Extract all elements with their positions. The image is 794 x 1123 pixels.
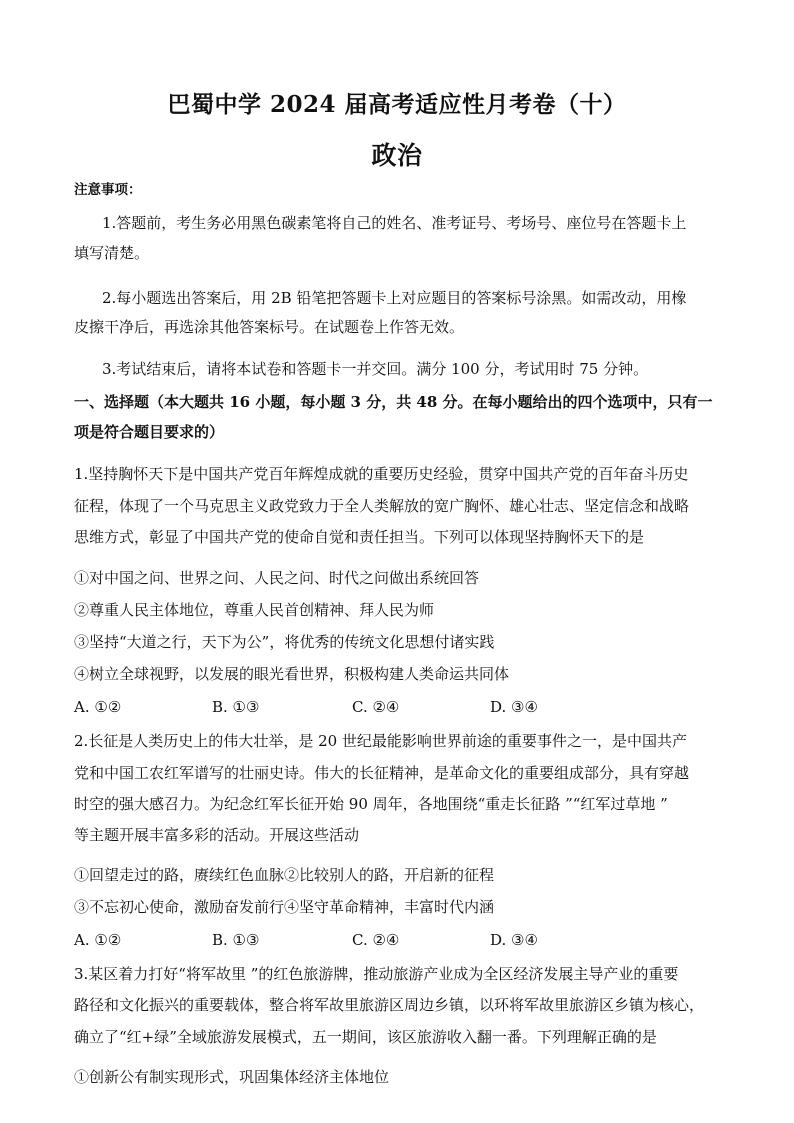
section-heading-line-2: 项是符合题目要求的） [74, 423, 225, 441]
q1-statement-4: ④树立全球视野，以发展的眼光看世界，积极构建人类命运共同体 [74, 665, 510, 683]
q1-option-b: B. ①③ [212, 698, 260, 716]
q1-stem-line-2: 征程，体现了一个马克思主义政党致力于全人类解放的宽广胸怀、雄心壮志、坚定信念和战略 [74, 497, 690, 515]
q3-statement-1: ①创新公有制实现形式，巩固集体经济主体地位 [74, 1068, 390, 1086]
q1-stem-line-1: 1.坚持胸怀天下是中国共产党百年辉煌成就的重要历史经验，贯穿中国共产党的百年奋斗历史 [74, 465, 689, 483]
q2-option-b: B. ①③ [212, 931, 260, 949]
exam-title: 巴蜀中学 2024 届高考适应性月考卷（十） [167, 91, 627, 118]
q1-option-d: D. ③④ [490, 698, 538, 716]
q2-option-a: A. ①② [74, 931, 122, 949]
q2-stem-line-1: 2.长征是人类历史上的伟大壮举，是 20 世纪最能影响世界前途的重要事件之一，是中国共产 [74, 732, 687, 750]
q1-statement-2: ②尊重人民主体地位，尊重人民首创精神、拜人民为师 [74, 601, 435, 619]
q3-stem-line-2: 路径和文化振兴的重要载体，整合将军故里旅游区周边乡镇，以环将军故里旅游区乡镇为核心， [74, 996, 705, 1014]
note-3-line-1: 3.考试结束后，请将本试卷和答题卡一并交回。满分 100 分，考试用时 75 分钟。 [102, 360, 649, 378]
q2-stem-line-2: 党和中国工农红军谱写的壮丽史诗。伟大的长征精神，是革命文化的重要组成部分，具有穿越 [74, 764, 690, 782]
q1-statement-1: ①对中国之问、世界之问、人民之问、时代之问做出系统回答 [74, 569, 480, 587]
q3-stem-line-1: 3.某区着力打好“将军故里 ”的红色旅游牌，推动旅游产业成为全区经济发展主导产业的重要 [74, 965, 679, 983]
notes-heading: 注意事项： [74, 182, 142, 198]
q2-statements-3-4: ③不忘初心使命，激励奋发前行④坚守革命精神，丰富时代内涵 [74, 898, 495, 916]
q2-stem-line-3: 时空的强大感召力。为纪念红军长征开始 90 周年，各地围绕“重走长征路 ”“红军过草地 ” [74, 795, 668, 813]
note-2-line-2: 皮擦干净后，再选涂其他答案标号。在试题卷上作答无效。 [74, 318, 465, 336]
q1-option-c: C. ②④ [352, 698, 400, 716]
q2-option-d: D. ③④ [490, 931, 538, 949]
q2-option-c: C. ②④ [352, 931, 400, 949]
q3-stem-line-3: 确立了“红+绿”全域旅游发展模式，五一期间，该区旅游收入翻一番。下列理解正确的是 [74, 1028, 657, 1046]
subject-title: 政治 [371, 141, 423, 170]
section-heading-line-1: 一、选择题（本大题共 16 小题，每小题 3 分，共 48 分。在每小题给出的四个选项中，只有一 [74, 393, 713, 411]
note-2-line-1: 2.每小题选出答案后，用 2B 铅笔把答题卡上对应题目的答案标号涂黑。如需改动，用橡 [102, 289, 687, 307]
q1-stem-line-3: 思维方式，彰显了中国共产党的使命自觉和责任担当。下列可以体现坚持胸怀天下的是 [74, 528, 645, 546]
q2-stem-line-4: 等主题开展丰富多彩的活动。开展这些活动 [74, 826, 360, 844]
note-1-line-2: 填写清楚。 [74, 244, 150, 262]
q2-statements-1-2: ①回望走过的路，赓续红色血脉②比较别人的路，开启新的征程 [74, 866, 495, 884]
note-1-line-1: 1.答题前，考生务必用黑色碳素笔将自己的姓名、准考证号、考场号、座位号在答题卡上 [102, 214, 687, 232]
q1-statement-3: ③坚持“大道之行，天下为公”，将优秀的传统文化思想付诸实践 [74, 633, 495, 651]
q1-option-a: A. ①② [74, 698, 122, 716]
